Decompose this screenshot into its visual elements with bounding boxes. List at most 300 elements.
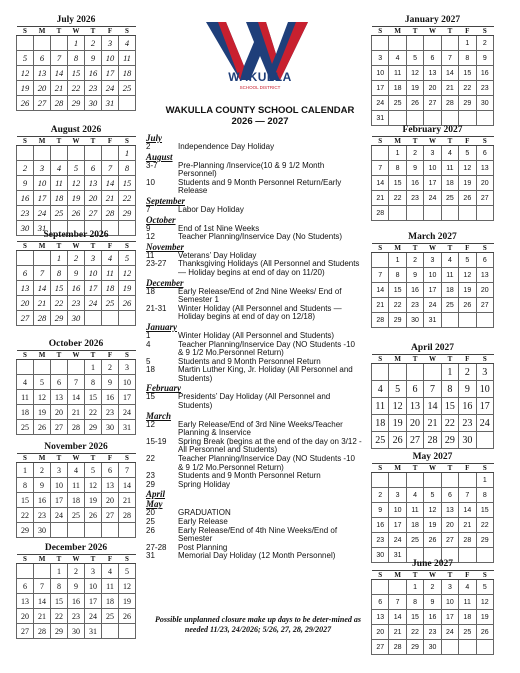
calendar-day-cell: 12 <box>34 390 51 405</box>
calendar-day-cell: 7 <box>51 51 68 66</box>
calendar-day-cell: 30 <box>68 624 85 639</box>
calendar-day-cell <box>441 206 458 221</box>
calendar-day-cell: 13 <box>102 478 119 493</box>
calendar-day-cell: 29 <box>441 432 458 449</box>
calendar-day-cell: 28 <box>68 420 85 435</box>
calendar-day-cell: 24 <box>424 191 441 206</box>
weekday-header: W <box>424 27 441 36</box>
calendar-day-cell: 26 <box>389 432 406 449</box>
calendar-week-row <box>17 51 136 66</box>
event-description: Teacher Planning/Inservice Day (NO Students -10 & 9 1/2 Mo.Personnel Return) <box>178 339 355 358</box>
calendar-day-cell: 30 <box>372 548 389 563</box>
calendar-day-cell: 18 <box>51 191 68 206</box>
event-description: Early Release/End of 2nd Nine Weeks/ End of Semester 1 <box>178 286 342 305</box>
calendar-day-cell: 13 <box>406 398 423 415</box>
calendar-day-cell: 13 <box>85 176 102 191</box>
calendar-day-cell: 12 <box>68 176 85 191</box>
calendar-day-cell: 22 <box>51 609 68 624</box>
calendar-day-cell: 2 <box>68 564 85 579</box>
calendar-day-cell: 25 <box>17 420 34 435</box>
calendar-week-row <box>372 473 494 488</box>
calendar-week-row <box>372 253 494 268</box>
calendar-july-2026 <box>16 14 136 111</box>
calendar-day-cell: 2 <box>424 580 441 595</box>
calendar-day-cell: 26 <box>424 533 441 548</box>
calendar-day-cell: 24 <box>51 508 68 523</box>
calendar-april-2027 <box>371 342 494 449</box>
calendar-week-row <box>372 51 494 66</box>
calendar-day-cell: 14 <box>34 594 51 609</box>
weekday-header: T <box>85 137 102 146</box>
calendar-day-cell: 22 <box>85 405 102 420</box>
weekday-header: T <box>51 454 68 463</box>
weekday-header: M <box>34 137 51 146</box>
calendar-week-row <box>372 283 494 298</box>
calendar-day-cell: 17 <box>389 518 406 533</box>
calendar-day-cell: 26 <box>119 609 136 624</box>
calendar-day-cell: 15 <box>476 503 493 518</box>
calendar-day-cell: 13 <box>372 610 389 625</box>
calendar-day-cell: 23 <box>476 81 493 96</box>
weekday-header: S <box>119 555 136 564</box>
calendar-week-row <box>17 375 136 390</box>
weekday-header: T <box>406 464 423 473</box>
weekday-header: F <box>102 351 119 360</box>
weekday-header: S <box>119 242 136 251</box>
calendar-grid <box>16 453 136 538</box>
calendar-day-cell <box>119 523 136 538</box>
event-month-heading: May <box>146 499 163 510</box>
calendar-day-cell: 31 <box>119 420 136 435</box>
event-description: Students and 9 Month Personnel Return <box>178 356 321 366</box>
event-date: 1 <box>146 330 151 340</box>
calendar-day-cell: 8 <box>68 51 85 66</box>
calendar-day-cell: 5 <box>406 51 423 66</box>
calendar-day-cell: 10 <box>441 595 458 610</box>
calendar-day-cell: 1 <box>85 360 102 375</box>
calendar-day-cell: 20 <box>34 81 51 96</box>
calendar-day-cell: 14 <box>459 503 476 518</box>
calendar-day-cell: 4 <box>406 488 423 503</box>
calendar-august-2026 <box>16 124 136 236</box>
calendar-day-cell <box>102 146 119 161</box>
weekday-header: W <box>68 555 85 564</box>
calendar-day-cell <box>406 206 423 221</box>
calendar-day-cell: 16 <box>459 398 476 415</box>
calendar-day-cell: 9 <box>406 161 423 176</box>
calendar-week-row <box>372 398 494 415</box>
calendar-day-cell: 16 <box>34 493 51 508</box>
calendar-week-row <box>372 268 494 283</box>
calendar-day-cell: 24 <box>476 415 493 432</box>
calendar-day-cell: 7 <box>441 51 458 66</box>
event-description: Spring Holiday <box>178 479 231 489</box>
calendar-day-cell: 16 <box>68 594 85 609</box>
calendar-day-cell: 10 <box>389 503 406 518</box>
calendar-day-cell: 4 <box>17 375 34 390</box>
calendar-day-cell: 9 <box>34 478 51 493</box>
event-date: 7 <box>146 204 151 214</box>
calendar-day-cell: 27 <box>476 298 493 313</box>
calendar-week-row <box>17 360 136 375</box>
calendar-day-cell: 1 <box>17 463 34 478</box>
event-item <box>146 341 362 358</box>
weekday-header: T <box>85 454 102 463</box>
calendar-day-cell: 5 <box>85 463 102 478</box>
calendar-day-cell: 3 <box>119 360 136 375</box>
calendar-day-cell: 2 <box>406 146 423 161</box>
calendar-day-cell: 9 <box>68 579 85 594</box>
calendar-day-cell: 17 <box>119 390 136 405</box>
calendar-day-cell <box>372 580 389 595</box>
calendar-day-cell: 3 <box>102 36 119 51</box>
calendar-day-cell: 31 <box>85 624 102 639</box>
calendar-day-cell: 12 <box>476 595 493 610</box>
calendar-week-row <box>17 463 136 478</box>
calendar-day-cell: 6 <box>372 595 389 610</box>
weekday-header: T <box>406 244 423 253</box>
calendar-day-cell: 2 <box>476 36 493 51</box>
calendar-day-cell: 17 <box>102 66 119 81</box>
event-month-heading: February <box>146 383 182 394</box>
weekday-header: F <box>459 27 476 36</box>
calendar-day-cell: 17 <box>424 283 441 298</box>
calendar-day-cell <box>17 360 34 375</box>
calendar-day-cell: 27 <box>34 96 51 111</box>
calendar-day-cell: 10 <box>424 268 441 283</box>
calendar-day-cell: 14 <box>441 66 458 81</box>
calendar-day-cell: 16 <box>476 66 493 81</box>
calendar-day-cell: 20 <box>17 296 34 311</box>
event-description: Independence Day Holiday <box>178 142 275 151</box>
calendar-day-cell: 5 <box>17 51 34 66</box>
calendar-day-cell: 19 <box>34 405 51 420</box>
calendar-week-row <box>17 508 136 523</box>
calendar-day-cell: 2 <box>85 36 102 51</box>
calendar-day-cell: 6 <box>17 579 34 594</box>
calendar-day-cell: 18 <box>406 518 423 533</box>
event-description: Post Planning <box>178 542 228 552</box>
event-description: Labor Day Holiday <box>178 204 244 214</box>
event-item <box>146 438 362 455</box>
calendar-week-row <box>17 493 136 508</box>
calendar-day-cell: 17 <box>34 191 51 206</box>
calendar-day-cell: 26 <box>406 96 423 111</box>
calendar-week-row <box>17 296 136 311</box>
calendar-day-cell <box>85 146 102 161</box>
event-month-heading: October <box>146 214 176 225</box>
calendar-day-cell: 4 <box>441 146 458 161</box>
calendar-day-cell <box>372 253 389 268</box>
calendar-day-cell: 13 <box>34 66 51 81</box>
calendar-day-cell: 11 <box>372 398 389 415</box>
calendar-day-cell: 5 <box>459 253 476 268</box>
calendar-day-cell: 27 <box>424 96 441 111</box>
event-description: Memorial Day Holiday (12 Month Personnel) <box>178 551 336 561</box>
calendar-day-cell <box>34 251 51 266</box>
calendar-day-cell <box>476 206 493 221</box>
calendar-day-cell: 26 <box>85 508 102 523</box>
weekday-header: T <box>441 355 458 364</box>
calendar-day-cell: 20 <box>476 283 493 298</box>
calendar-grid <box>16 241 136 326</box>
calendar-week-row <box>17 624 136 639</box>
calendar-day-cell: 11 <box>441 161 458 176</box>
calendar-month-title: July 2026 <box>56 15 96 25</box>
calendar-day-cell: 25 <box>102 609 119 624</box>
calendar-day-cell: 26 <box>68 206 85 221</box>
logo-subtitle: SCHOOL DISTRICT <box>239 85 281 90</box>
calendar-day-cell: 6 <box>51 375 68 390</box>
calendar-day-cell: 4 <box>51 161 68 176</box>
calendar-day-cell <box>476 640 493 655</box>
calendar-day-cell: 15 <box>119 176 136 191</box>
calendar-week-row <box>372 580 494 595</box>
calendar-day-cell: 28 <box>424 432 441 449</box>
calendar-week-row <box>17 564 136 579</box>
weekday-header: F <box>102 137 119 146</box>
calendar-day-cell <box>372 36 389 51</box>
weekday-header: S <box>372 244 389 253</box>
calendar-week-row <box>372 36 494 51</box>
calendar-day-cell: 20 <box>51 405 68 420</box>
calendar-october-2026 <box>16 338 136 435</box>
calendar-week-row <box>372 66 494 81</box>
calendar-day-cell: 1 <box>119 146 136 161</box>
calendar-day-cell: 29 <box>459 96 476 111</box>
event-month-heading: January <box>146 321 178 332</box>
calendar-day-cell: 12 <box>119 266 136 281</box>
calendar-week-row <box>372 518 494 533</box>
calendar-week-row <box>17 81 136 96</box>
calendar-february-2027 <box>371 124 494 221</box>
calendar-day-cell <box>441 36 458 51</box>
weekday-header: M <box>34 454 51 463</box>
weekday-header: T <box>85 351 102 360</box>
weekday-header: F <box>102 242 119 251</box>
calendar-day-cell: 2 <box>102 360 119 375</box>
calendar-week-row <box>17 251 136 266</box>
calendar-week-row <box>17 579 136 594</box>
event-description: Pre-Planning /Inservice(10 & 9 1/2 Month Personnel) <box>178 160 325 179</box>
event-date: 3-7 <box>146 160 158 170</box>
calendar-day-cell: 19 <box>389 415 406 432</box>
weekday-header: S <box>372 27 389 36</box>
calendar-day-cell: 9 <box>476 51 493 66</box>
weekday-header: W <box>424 571 441 580</box>
calendar-day-cell: 1 <box>389 146 406 161</box>
calendar-day-cell: 1 <box>389 253 406 268</box>
calendar-day-cell: 21 <box>372 191 389 206</box>
calendar-day-cell: 31 <box>424 313 441 328</box>
calendar-day-cell: 21 <box>424 415 441 432</box>
calendar-day-cell: 3 <box>85 564 102 579</box>
event-item <box>146 179 362 196</box>
calendar-day-cell: 25 <box>119 81 136 96</box>
calendar-day-cell: 6 <box>34 51 51 66</box>
calendar-day-cell: 15 <box>51 594 68 609</box>
event-description: Teacher Planning/Inservice Day (No Students) <box>178 232 343 242</box>
event-item <box>146 288 362 305</box>
calendar-day-cell: 21 <box>119 493 136 508</box>
calendar-june-2027 <box>371 558 494 655</box>
calendar-day-cell: 15 <box>389 176 406 191</box>
calendar-day-cell: 25 <box>441 191 458 206</box>
calendar-day-cell: 11 <box>459 595 476 610</box>
calendar-day-cell: 29 <box>476 533 493 548</box>
calendar-day-cell: 25 <box>68 508 85 523</box>
calendar-day-cell: 28 <box>389 640 406 655</box>
calendar-day-cell <box>17 251 34 266</box>
calendar-day-cell <box>459 206 476 221</box>
calendar-day-cell: 11 <box>119 51 136 66</box>
events-list <box>146 133 362 561</box>
calendar-september-2026 <box>16 229 136 326</box>
calendar-day-cell: 24 <box>424 298 441 313</box>
calendar-day-cell <box>51 523 68 538</box>
calendar-day-cell: 29 <box>17 523 34 538</box>
calendar-day-cell <box>17 146 34 161</box>
calendar-day-cell: 13 <box>17 594 34 609</box>
calendar-day-cell: 12 <box>389 398 406 415</box>
weekday-header: S <box>119 27 136 36</box>
calendar-day-cell: 14 <box>119 478 136 493</box>
event-date: 12 <box>146 419 155 429</box>
calendar-day-cell: 27 <box>51 420 68 435</box>
weekday-header: S <box>372 355 389 364</box>
calendar-day-cell: 9 <box>17 176 34 191</box>
calendar-day-cell: 12 <box>406 66 423 81</box>
calendar-day-cell: 23 <box>424 625 441 640</box>
calendar-day-cell <box>17 36 34 51</box>
calendar-day-cell: 29 <box>85 420 102 435</box>
calendar-day-cell: 3 <box>389 488 406 503</box>
weekday-header: M <box>389 355 406 364</box>
calendar-day-cell: 19 <box>406 81 423 96</box>
calendar-day-cell: 11 <box>406 503 423 518</box>
calendar-month-title: May 2027 <box>412 452 453 462</box>
weekday-header: S <box>476 244 493 253</box>
calendar-day-cell: 10 <box>476 381 493 398</box>
calendar-day-cell <box>441 473 458 488</box>
calendar-day-cell: 30 <box>424 640 441 655</box>
event-date: 23 <box>146 471 155 481</box>
calendar-day-cell: 27 <box>17 624 34 639</box>
calendar-day-cell: 22 <box>459 81 476 96</box>
calendar-day-cell: 20 <box>406 415 423 432</box>
weekday-header: F <box>459 571 476 580</box>
weekday-header: M <box>34 242 51 251</box>
calendar-day-cell: 8 <box>441 381 458 398</box>
weekday-header: F <box>459 137 476 146</box>
calendar-day-cell: 6 <box>102 463 119 478</box>
calendar-grid <box>371 26 494 126</box>
calendar-day-cell: 12 <box>17 66 34 81</box>
calendar-day-cell: 14 <box>68 390 85 405</box>
calendar-day-cell: 18 <box>102 281 119 296</box>
calendar-day-cell: 24 <box>85 609 102 624</box>
calendar-day-cell: 21 <box>34 296 51 311</box>
calendar-day-cell: 9 <box>102 375 119 390</box>
calendar-grid <box>371 463 494 563</box>
weekday-header: S <box>17 555 34 564</box>
calendar-day-cell: 1 <box>68 36 85 51</box>
event-item <box>146 143 362 152</box>
calendar-day-cell: 28 <box>34 624 51 639</box>
calendar-day-cell: 15 <box>389 283 406 298</box>
weekday-header: T <box>85 242 102 251</box>
weekday-header: W <box>424 137 441 146</box>
calendar-week-row <box>372 415 494 432</box>
calendar-day-cell: 20 <box>476 176 493 191</box>
weekday-header: W <box>68 242 85 251</box>
calendar-week-row <box>17 281 136 296</box>
calendar-day-cell <box>68 360 85 375</box>
event-description: Early Release <box>178 517 228 526</box>
calendar-day-cell <box>102 311 119 326</box>
event-description: GRADUATION <box>178 508 231 518</box>
calendar-day-cell <box>68 523 85 538</box>
weekday-header: T <box>51 242 68 251</box>
calendar-day-cell: 2 <box>406 253 423 268</box>
calendar-day-cell <box>406 364 423 381</box>
event-item <box>146 481 362 490</box>
weekday-header: W <box>68 351 85 360</box>
calendar-day-cell: 26 <box>34 420 51 435</box>
calendar-day-cell: 30 <box>34 523 51 538</box>
event-date: 20 <box>146 508 155 518</box>
calendar-december-2026 <box>16 542 136 639</box>
calendar-day-cell: 29 <box>51 311 68 326</box>
calendar-day-cell: 2 <box>459 364 476 381</box>
calendar-day-cell: 28 <box>34 311 51 326</box>
calendar-week-row <box>372 364 494 381</box>
calendar-day-cell: 8 <box>85 375 102 390</box>
calendar-day-cell <box>34 146 51 161</box>
event-date: 18 <box>146 286 155 296</box>
calendar-day-cell: 28 <box>372 206 389 221</box>
calendar-day-cell: 5 <box>459 146 476 161</box>
calendar-day-cell: 3 <box>85 251 102 266</box>
calendar-week-row <box>17 266 136 281</box>
calendar-day-cell: 18 <box>389 81 406 96</box>
calendar-day-cell: 25 <box>406 533 423 548</box>
weekday-header: W <box>68 454 85 463</box>
calendar-day-cell: 13 <box>424 66 441 81</box>
calendar-day-cell: 25 <box>389 96 406 111</box>
calendar-day-cell: 8 <box>476 488 493 503</box>
calendar-day-cell: 9 <box>406 268 423 283</box>
calendar-day-cell: 10 <box>102 51 119 66</box>
calendar-day-cell <box>459 473 476 488</box>
weekday-header: S <box>372 137 389 146</box>
calendar-day-cell: 16 <box>406 283 423 298</box>
calendar-day-cell: 21 <box>34 609 51 624</box>
calendar-week-row <box>372 206 494 221</box>
calendar-day-cell: 3 <box>34 161 51 176</box>
calendar-day-cell <box>85 523 102 538</box>
calendar-week-row <box>372 298 494 313</box>
calendar-day-cell: 16 <box>406 176 423 191</box>
calendar-week-row <box>17 523 136 538</box>
calendar-day-cell: 27 <box>85 206 102 221</box>
calendar-week-row <box>17 420 136 435</box>
calendar-day-cell: 7 <box>34 266 51 281</box>
calendar-day-cell: 19 <box>459 283 476 298</box>
calendar-day-cell <box>459 313 476 328</box>
calendar-day-cell: 11 <box>102 266 119 281</box>
calendar-day-cell: 28 <box>102 206 119 221</box>
